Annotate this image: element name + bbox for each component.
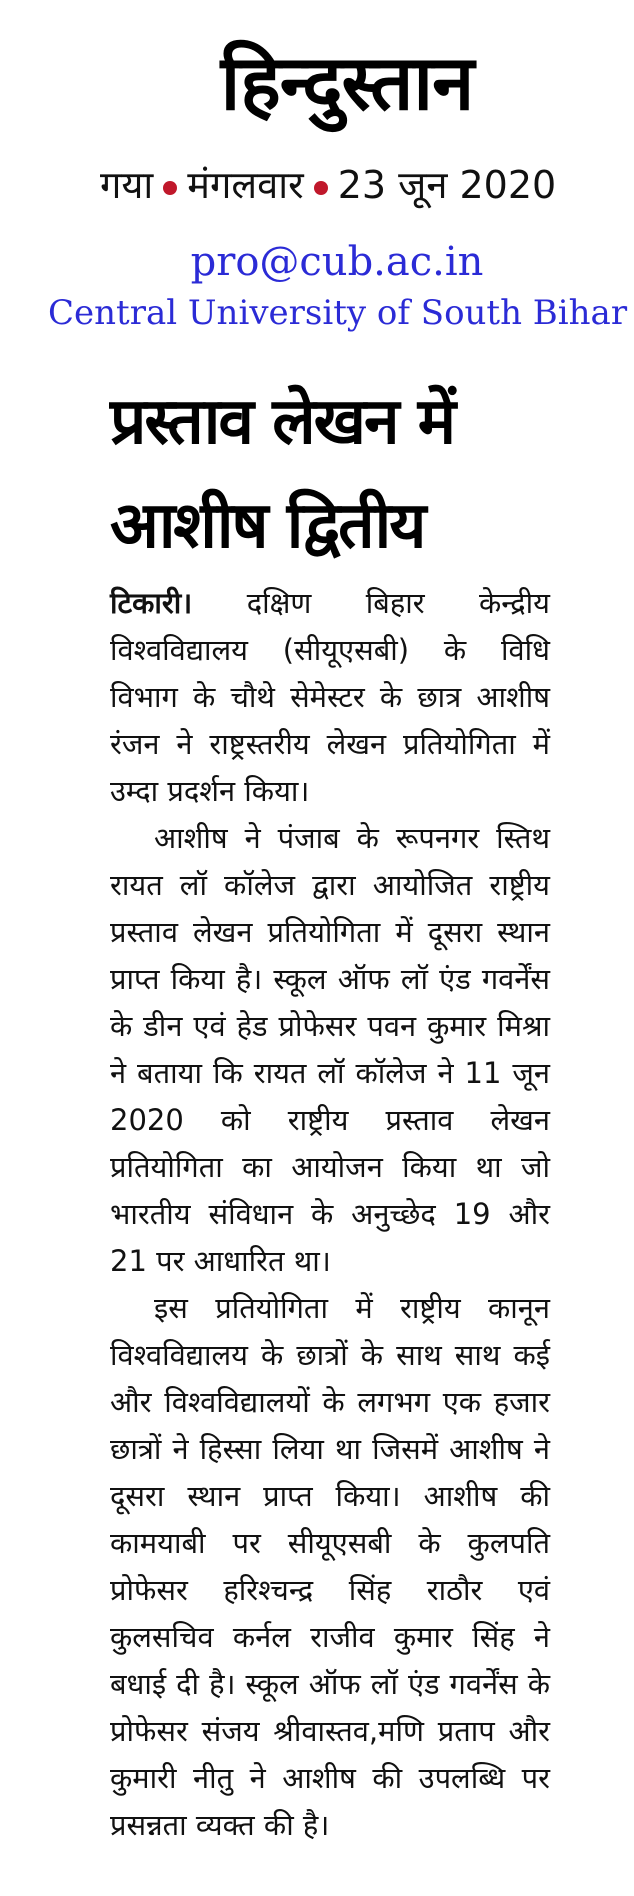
dateline-date: 23 जून 2020 [337, 163, 557, 207]
dateline-day: मंगलवार [187, 163, 304, 207]
dateline [100, 160, 556, 210]
dateline-city: गया [100, 163, 154, 207]
dateline-separator-dot [163, 181, 177, 195]
article-headline: प्रस्ताव लेखन में आशीष द्वितीय [110, 385, 455, 563]
article-paragraph [110, 580, 550, 815]
article-place: टिकारी। [110, 586, 193, 620]
article-body [110, 580, 550, 1849]
dateline-separator-dot [314, 181, 328, 195]
article-paragraph: इस प्रतियोगिता में राष्ट्रीय कानून विश्वविद्यालय के छात्रों के साथ साथ कई और विश्वविद्यालयों के लगभग एक हजार छात्रों ने हिस्सा लिया था जिसमें आशीष ने दूसरा स्थान प्राप्त किया। आशीष की कामयाबी पर सीयूएसबी के कुलपति प्रोफेसर हरिश्चन्द्र सिंह राठौर एवं कुलसचिव कर्नल राजीव कुमार सिंह ने बधाई दी है। स्कूल ऑफ लॉ एंड गवर्नेंस के प्रोफेसर संजय श्रीवास्तव,मणि प्रताप और कुमारी नीतु ने आशीष की उपलब्धि पर प्रसन्नता व्यक्त की है। [110, 1291, 550, 1842]
article-paragraph: आशीष ने पंजाब के रूपनगर स्तिथ रायत लॉ कॉलेज द्वारा आयोजित राष्ट्रीय प्रस्ताव लेखन प्रतियोगिता में दूसरा स्थान प्राप्त किया है। स्कूल ऑफ लॉ एंड गवर्नेंस के डीन एवं हेड प्रोफेसर पवन कुमार मिश्रा ने बताया कि रायत लॉ कॉलेज ने 11 जून 2020 को राष्ट्रीय प्रस्ताव लेखन प्रतियोगिता का आयोजन किया था जो भारतीय संविधान के अनुच्छेद 19 और 21 पर आधारित था। [110, 821, 550, 1278]
contact-email: pro@cub.ac.in [190, 239, 484, 285]
newspaper-masthead: हिन्दुस्तान [220, 38, 474, 127]
article-paragraph-text: दक्षिण बिहार केन्द्रीय विश्वविद्यालय (सीयूएसबी) के विधि विभाग के चौथे सेमेस्टर के छात्र आशीष रंजन ने राष्ट्रस्तरीय लेखन प्रतियोगिता में उम्दा प्रदर्शन किया। [110, 586, 550, 808]
university-name: Central University of South Bihar [48, 293, 628, 333]
